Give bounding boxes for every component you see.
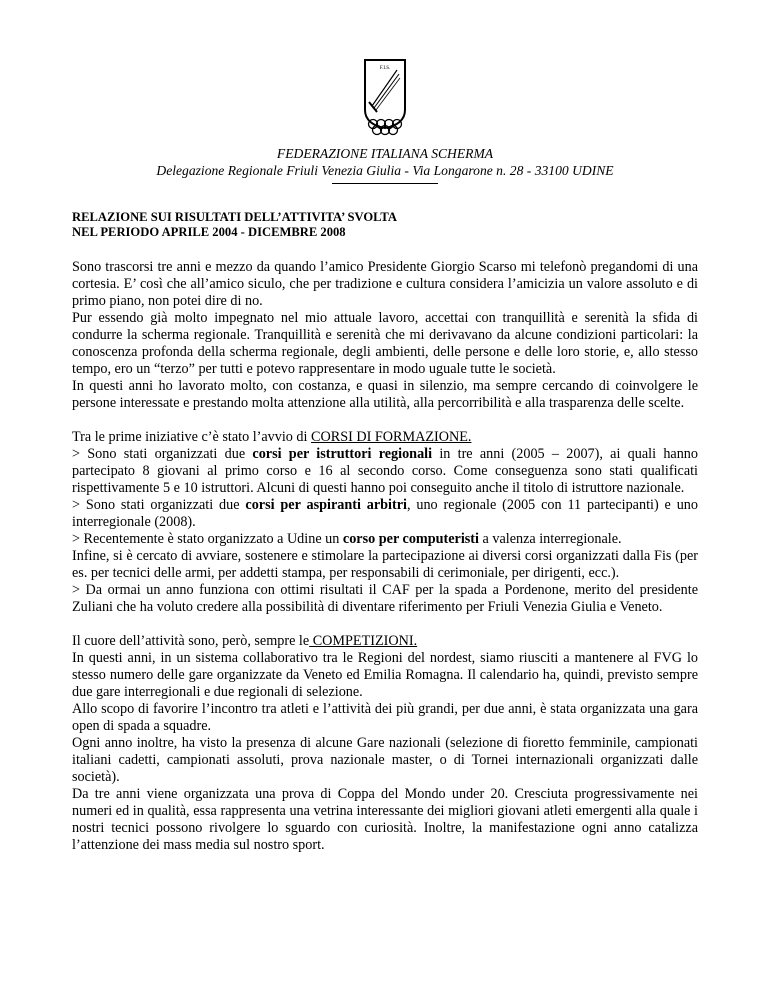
competizioni-paragraph-4: Da tre anni viene organizzata una prova di Coppa del Mondo under 20. Cresciuta progressivamente nei numeri ed in qualità, essa rappresenta una vetrina interessante dei migliori giovani atleti emergenti alla quale i nostri tecnici possono rivolgere lo sguardo con curiosità. Inoltre, la manifestazione ogni anno catalizza l’attenzione dei mass media sul nostro sport.: [72, 786, 698, 853]
delegation-address: Delegazione Regionale Friuli Venezia Giulia - Via Longarone n. 28 - 33100 UDINE: [156, 163, 614, 178]
competizioni-lead: Il cuore dell’attività sono, però, sempre le COMPETIZIONI.: [72, 633, 418, 649]
title-line-1: RELAZIONE SUI RISULTATI DELL’ATTIVITA’ SVOLTA: [72, 210, 397, 224]
letterhead: [72, 145, 698, 179]
competizioni-paragraph-1: In questi anni, in un sistema collaborativo tra le Regioni del nordest, siamo riusciti a mantenere al FVG lo stesso numero delle gare organizzate da Veneto ed Emilia Romagna. Il calendario ha, quindi, previsto sempre due gare interregionali e due regionali di selezione.: [72, 650, 698, 700]
fis-logo: [361, 58, 409, 143]
svg-text:F.I.S.: F.I.S.: [379, 66, 391, 71]
title-line-2: NEL PERIODO APRILE 2004 - DICEMBRE 2008: [72, 225, 346, 239]
competizioni-paragraph-3: Ogni anno inoltre, ha visto la presenza di alcune Gare nazionali (selezione di fioretto femminile, campionati italiani cadetti, campionati assoluti, prova nazionale master, o di Tornei internazionali organizzati dalle società).: [72, 735, 698, 785]
competizioni-heading: COMPETIZIONI.: [309, 633, 418, 649]
org-name: FEDERAZIONE ITALIANA SCHERMA: [276, 146, 494, 161]
intro-paragraph-1: Sono trascorsi tre anni e mezzo da quando l’amico Presidente Giorgio Scarso mi telefonò pregandomi di una cortesia. E’ così che all’amico siculo, che per tradizione e cultura considera l’amicizia un valore assoluto e di primo piano, non potei dire di no.: [72, 259, 698, 309]
corsi-item-arbitri: > Sono stati organizzati due corsi per aspiranti arbitri, uno regionale (2005 con 11 partecipanti) e uno interregionale (2008).: [72, 497, 698, 530]
header-divider: [332, 183, 438, 184]
intro-paragraph-2: Pur essendo già molto impegnato nel mio attuale lavoro, accettai con tranquillità e serenità la sfida di condurre la scherma regionale. Tranquillità e serenità che mi derivavano da alcune condizioni particolari: la conoscenza profonda della scherma regionale, degli ambienti, delle persone e delle loro storie, e, allo stesso tempo, ero un “terzo” per tutti e potevo rappresentare in modo uguale tutte le società.: [72, 310, 698, 377]
corsi-item-caf: > Da ormai un anno funziona con ottimi risultati il CAF per la spada a Pordenone, merito del presidente Zuliani che ha voluto credere alla possibilità di diventare riferimento per Friuli Venezia Giulia e Veneto.: [72, 582, 698, 615]
competizioni-paragraph-2: Allo scopo di favorire l’incontro tra atleti e l’attività dei più grandi, per due anni, è stata organizzata una gara open di spada a squadre.: [72, 701, 698, 734]
corsi-heading: CORSI DI FORMAZIONE.: [311, 429, 472, 445]
corsi-infine: Infine, si è cercato di avviare, sostenere e stimolare la partecipazione ai diversi corsi organizzati dalla Fis (per es. per tecnici delle armi, per addetti stampa, per responsabili di cerimoniale, per dirigenti, ecc.).: [72, 548, 698, 581]
intro-paragraph-3: In questi anni ho lavorato molto, con costanza, e quasi in silenzio, ma sempre cercando di coinvolgere le persone interessate e prestando molta attenzione alla utilità, alla percorribilità e alla trasparenza delle scelte.: [72, 378, 698, 411]
corsi-item-computeristi: > Recentemente è stato organizzato a Udine un corso per computeristi a valenza interregionale.: [72, 531, 622, 547]
corsi-item-istruttori: > Sono stati organizzati due corsi per istruttori regionali in tre anni (2005 – 2007), ai quali hanno partecipato 8 giovani al primo corso e 16 al secondo corso. Come conseguenza sono stati qualificati rispettivamente 5 e 10 istruttori. Alcuni di questi hanno poi conseguito anche il titolo di istruttore nazionale.: [72, 446, 698, 496]
report-title: [72, 210, 698, 240]
corsi-lead: Tra le prime iniziative c’è stato l’avvio di CORSI DI FORMAZIONE.: [72, 429, 472, 445]
report-body: [72, 259, 698, 854]
